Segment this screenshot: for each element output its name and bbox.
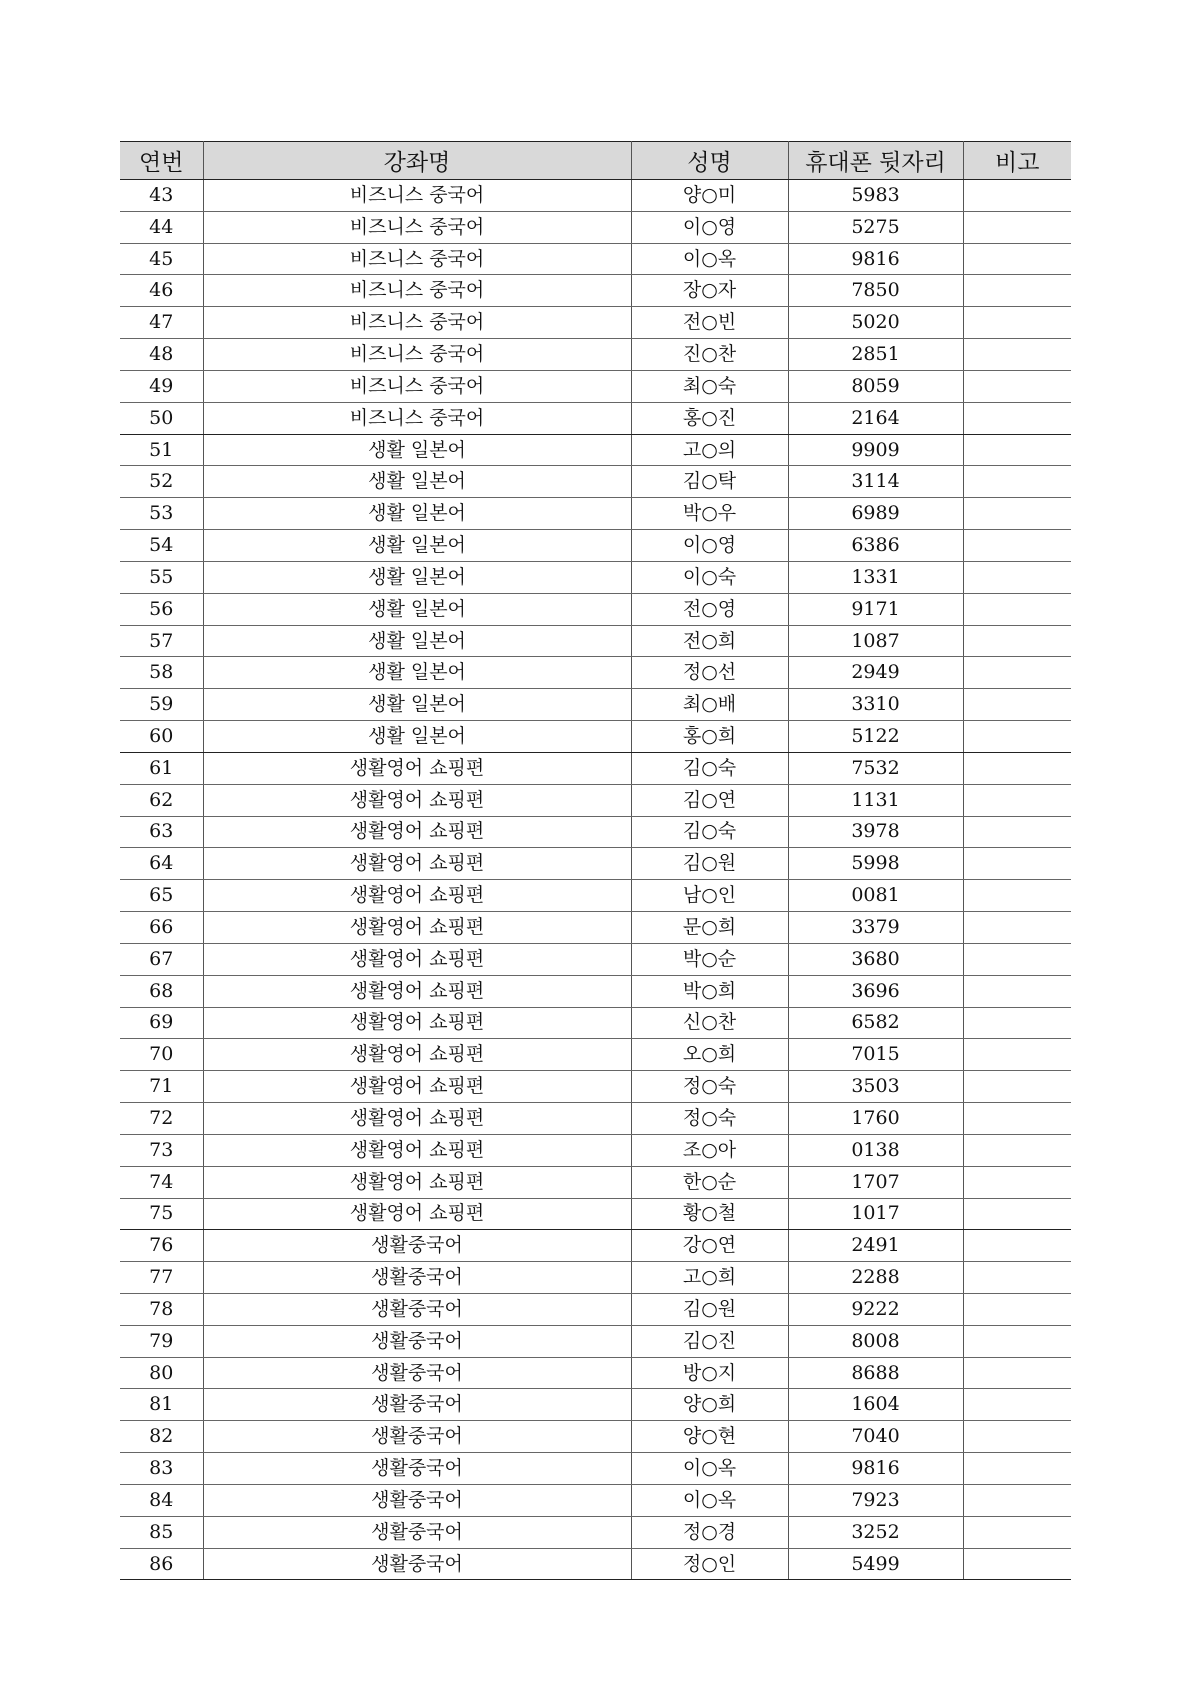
cell-name: 이○영 (631, 530, 788, 562)
cell-no: 64 (120, 848, 203, 880)
table-row (120, 1453, 1071, 1485)
cell-course: 생활 일본어 (203, 498, 631, 530)
cell-note (963, 211, 1071, 243)
cell-no: 59 (120, 689, 203, 721)
cell-course: 생활영어 쇼핑편 (203, 1134, 631, 1166)
cell-course: 생활영어 쇼핑편 (203, 1039, 631, 1071)
cell-course: 생활중국어 (203, 1357, 631, 1389)
cell-course: 생활영어 쇼핑편 (203, 1071, 631, 1103)
table-row (120, 1484, 1071, 1516)
cell-phone: 7040 (788, 1421, 963, 1453)
cell-course: 생활영어 쇼핑편 (203, 816, 631, 848)
table-row (120, 848, 1071, 880)
table-row (120, 1389, 1071, 1421)
cell-name: 이○숙 (631, 561, 788, 593)
cell-note (963, 275, 1071, 307)
cell-note (963, 943, 1071, 975)
cell-no: 72 (120, 1103, 203, 1135)
cell-phone: 2288 (788, 1262, 963, 1294)
cell-course: 생활영어 쇼핑편 (203, 1166, 631, 1198)
cell-name: 이○옥 (631, 1484, 788, 1516)
table-row (120, 1548, 1071, 1580)
cell-name: 한○순 (631, 1166, 788, 1198)
cell-name: 진○찬 (631, 339, 788, 371)
cell-note (963, 434, 1071, 466)
cell-course: 비즈니스 중국어 (203, 370, 631, 402)
cell-note (963, 975, 1071, 1007)
cell-phone: 8008 (788, 1325, 963, 1357)
cell-note (963, 1134, 1071, 1166)
cell-course: 생활 일본어 (203, 434, 631, 466)
cell-phone: 6989 (788, 498, 963, 530)
table-row (120, 466, 1071, 498)
cell-phone: 2491 (788, 1230, 963, 1262)
cell-course: 생활중국어 (203, 1548, 631, 1580)
cell-name: 홍○희 (631, 721, 788, 753)
cell-course: 생활영어 쇼핑편 (203, 784, 631, 816)
cell-note (963, 466, 1071, 498)
table-row (120, 880, 1071, 912)
cell-course: 생활 일본어 (203, 721, 631, 753)
cell-name: 양○현 (631, 1421, 788, 1453)
cell-note (963, 657, 1071, 689)
cell-name: 조○아 (631, 1134, 788, 1166)
cell-phone: 1131 (788, 784, 963, 816)
cell-no: 47 (120, 307, 203, 339)
cell-no: 65 (120, 880, 203, 912)
cell-phone: 9816 (788, 1453, 963, 1485)
cell-phone: 0138 (788, 1134, 963, 1166)
table-row (120, 1039, 1071, 1071)
table-row (120, 1325, 1071, 1357)
cell-note (963, 1007, 1071, 1039)
enrollment-table (120, 141, 1071, 1580)
cell-name: 문○희 (631, 912, 788, 944)
cell-phone: 5499 (788, 1548, 963, 1580)
cell-no: 82 (120, 1421, 203, 1453)
cell-name: 장○자 (631, 275, 788, 307)
cell-phone: 3696 (788, 975, 963, 1007)
cell-name: 남○인 (631, 880, 788, 912)
cell-no: 66 (120, 912, 203, 944)
cell-phone: 3680 (788, 943, 963, 975)
table-row (120, 307, 1071, 339)
cell-name: 김○진 (631, 1325, 788, 1357)
cell-name: 정○선 (631, 657, 788, 689)
cell-no: 68 (120, 975, 203, 1007)
cell-course: 생활 일본어 (203, 466, 631, 498)
cell-note (963, 1262, 1071, 1294)
cell-no: 84 (120, 1484, 203, 1516)
cell-course: 생활 일본어 (203, 657, 631, 689)
cell-course: 비즈니스 중국어 (203, 211, 631, 243)
cell-phone: 2851 (788, 339, 963, 371)
cell-no: 52 (120, 466, 203, 498)
table-row (120, 275, 1071, 307)
table-body (120, 180, 1071, 1580)
cell-no: 78 (120, 1293, 203, 1325)
cell-no: 70 (120, 1039, 203, 1071)
cell-name: 양○희 (631, 1389, 788, 1421)
cell-phone: 5122 (788, 721, 963, 753)
cell-phone: 7923 (788, 1484, 963, 1516)
cell-no: 56 (120, 593, 203, 625)
cell-course: 생활영어 쇼핑편 (203, 912, 631, 944)
cell-no: 67 (120, 943, 203, 975)
table-row (120, 370, 1071, 402)
cell-no: 69 (120, 1007, 203, 1039)
cell-note (963, 370, 1071, 402)
cell-no: 57 (120, 625, 203, 657)
cell-phone: 5020 (788, 307, 963, 339)
header-row (120, 142, 1071, 180)
table-row (120, 498, 1071, 530)
table-row (120, 211, 1071, 243)
cell-name: 오○희 (631, 1039, 788, 1071)
cell-note (963, 689, 1071, 721)
cell-course: 생활영어 쇼핑편 (203, 1007, 631, 1039)
cell-phone: 5275 (788, 211, 963, 243)
cell-course: 생활중국어 (203, 1230, 631, 1262)
cell-phone: 6582 (788, 1007, 963, 1039)
cell-name: 양○미 (631, 180, 788, 212)
cell-no: 79 (120, 1325, 203, 1357)
cell-name: 최○숙 (631, 370, 788, 402)
cell-no: 49 (120, 370, 203, 402)
cell-name: 김○탁 (631, 466, 788, 498)
cell-course: 생활중국어 (203, 1293, 631, 1325)
cell-phone: 8059 (788, 370, 963, 402)
cell-no: 74 (120, 1166, 203, 1198)
table-row (120, 1516, 1071, 1548)
cell-phone: 2949 (788, 657, 963, 689)
cell-no: 53 (120, 498, 203, 530)
cell-phone: 6386 (788, 530, 963, 562)
table-row (120, 1357, 1071, 1389)
cell-course: 생활 일본어 (203, 530, 631, 562)
cell-note (963, 1325, 1071, 1357)
cell-phone: 9909 (788, 434, 963, 466)
cell-note (963, 848, 1071, 880)
cell-course: 생활영어 쇼핑편 (203, 975, 631, 1007)
table-row (120, 530, 1071, 562)
cell-note (963, 880, 1071, 912)
cell-note (963, 1516, 1071, 1548)
cell-note (963, 530, 1071, 562)
table-row (120, 1071, 1071, 1103)
cell-note (963, 1453, 1071, 1485)
cell-no: 85 (120, 1516, 203, 1548)
cell-note (963, 625, 1071, 657)
cell-note (963, 1230, 1071, 1262)
cell-note (963, 307, 1071, 339)
cell-name: 고○희 (631, 1262, 788, 1294)
cell-phone: 7015 (788, 1039, 963, 1071)
cell-name: 황○철 (631, 1198, 788, 1230)
cell-phone: 1707 (788, 1166, 963, 1198)
cell-no: 60 (120, 721, 203, 753)
cell-note (963, 1484, 1071, 1516)
table-row (120, 561, 1071, 593)
cell-no: 62 (120, 784, 203, 816)
cell-note (963, 498, 1071, 530)
cell-phone: 3114 (788, 466, 963, 498)
cell-course: 생활중국어 (203, 1262, 631, 1294)
cell-phone: 8688 (788, 1357, 963, 1389)
cell-name: 최○배 (631, 689, 788, 721)
cell-course: 생활중국어 (203, 1453, 631, 1485)
table-row (120, 1198, 1071, 1230)
cell-no: 80 (120, 1357, 203, 1389)
table-row (120, 1166, 1071, 1198)
cell-course: 생활중국어 (203, 1516, 631, 1548)
cell-note (963, 593, 1071, 625)
table-row (120, 1103, 1071, 1135)
cell-name: 전○빈 (631, 307, 788, 339)
cell-phone: 3310 (788, 689, 963, 721)
cell-name: 전○영 (631, 593, 788, 625)
cell-note (963, 1071, 1071, 1103)
cell-no: 45 (120, 243, 203, 275)
cell-course: 비즈니스 중국어 (203, 402, 631, 434)
cell-phone: 7532 (788, 752, 963, 784)
table-row (120, 180, 1071, 212)
header-name: 성명 (631, 142, 788, 180)
cell-note (963, 912, 1071, 944)
table-row (120, 975, 1071, 1007)
cell-no: 46 (120, 275, 203, 307)
cell-name: 이○영 (631, 211, 788, 243)
cell-note (963, 1198, 1071, 1230)
cell-phone: 9222 (788, 1293, 963, 1325)
cell-phone: 1331 (788, 561, 963, 593)
table-row (120, 816, 1071, 848)
cell-course: 비즈니스 중국어 (203, 243, 631, 275)
cell-note (963, 752, 1071, 784)
cell-no: 81 (120, 1389, 203, 1421)
cell-no: 43 (120, 180, 203, 212)
cell-note (963, 1389, 1071, 1421)
cell-note (963, 561, 1071, 593)
cell-name: 신○찬 (631, 1007, 788, 1039)
cell-note (963, 721, 1071, 753)
cell-no: 63 (120, 816, 203, 848)
cell-no: 83 (120, 1453, 203, 1485)
header-phone: 휴대폰 뒷자리 (788, 142, 963, 180)
table-row (120, 689, 1071, 721)
cell-no: 55 (120, 561, 203, 593)
table-row (120, 784, 1071, 816)
table-row (120, 943, 1071, 975)
cell-course: 생활중국어 (203, 1325, 631, 1357)
cell-no: 75 (120, 1198, 203, 1230)
cell-name: 김○연 (631, 784, 788, 816)
cell-name: 정○인 (631, 1548, 788, 1580)
cell-course: 비즈니스 중국어 (203, 339, 631, 371)
cell-course: 비즈니스 중국어 (203, 180, 631, 212)
cell-course: 비즈니스 중국어 (203, 307, 631, 339)
cell-course: 생활영어 쇼핑편 (203, 880, 631, 912)
cell-note (963, 339, 1071, 371)
header-note: 비고 (963, 142, 1071, 180)
cell-note (963, 1548, 1071, 1580)
cell-phone: 1604 (788, 1389, 963, 1421)
table-row (120, 657, 1071, 689)
cell-name: 이○옥 (631, 243, 788, 275)
cell-course: 생활 일본어 (203, 689, 631, 721)
cell-no: 77 (120, 1262, 203, 1294)
cell-note (963, 1103, 1071, 1135)
table-row (120, 1421, 1071, 1453)
cell-course: 생활영어 쇼핑편 (203, 848, 631, 880)
cell-name: 전○희 (631, 625, 788, 657)
cell-name: 방○지 (631, 1357, 788, 1389)
cell-name: 강○연 (631, 1230, 788, 1262)
cell-course: 생활영어 쇼핑편 (203, 1103, 631, 1135)
cell-course: 생활 일본어 (203, 561, 631, 593)
cell-course: 생활중국어 (203, 1484, 631, 1516)
cell-name: 김○원 (631, 848, 788, 880)
cell-phone: 3379 (788, 912, 963, 944)
cell-name: 정○경 (631, 1516, 788, 1548)
cell-phone: 7850 (788, 275, 963, 307)
cell-no: 73 (120, 1134, 203, 1166)
table-row (120, 402, 1071, 434)
cell-note (963, 1166, 1071, 1198)
header-course: 강좌명 (203, 142, 631, 180)
cell-no: 44 (120, 211, 203, 243)
cell-phone: 9171 (788, 593, 963, 625)
table-row (120, 625, 1071, 657)
cell-note (963, 1421, 1071, 1453)
cell-name: 홍○진 (631, 402, 788, 434)
table-row (120, 1134, 1071, 1166)
table-row (120, 1293, 1071, 1325)
cell-name: 정○숙 (631, 1071, 788, 1103)
table-row (120, 593, 1071, 625)
cell-note (963, 243, 1071, 275)
cell-course: 생활중국어 (203, 1421, 631, 1453)
cell-name: 박○희 (631, 975, 788, 1007)
cell-course: 비즈니스 중국어 (203, 275, 631, 307)
cell-phone: 0081 (788, 880, 963, 912)
cell-phone: 3503 (788, 1071, 963, 1103)
cell-note (963, 816, 1071, 848)
cell-name: 박○순 (631, 943, 788, 975)
cell-phone: 2164 (788, 402, 963, 434)
table-row (120, 1262, 1071, 1294)
cell-name: 고○의 (631, 434, 788, 466)
cell-course: 생활영어 쇼핑편 (203, 943, 631, 975)
cell-note (963, 402, 1071, 434)
cell-course: 생활 일본어 (203, 593, 631, 625)
header-no: 연번 (120, 142, 203, 180)
table-row (120, 243, 1071, 275)
cell-course: 생활영어 쇼핑편 (203, 752, 631, 784)
cell-no: 61 (120, 752, 203, 784)
table-row (120, 1007, 1071, 1039)
cell-no: 71 (120, 1071, 203, 1103)
cell-note (963, 1357, 1071, 1389)
cell-name: 박○우 (631, 498, 788, 530)
cell-note (963, 1039, 1071, 1071)
cell-course: 생활영어 쇼핑편 (203, 1198, 631, 1230)
table-row (120, 1230, 1071, 1262)
cell-phone: 9816 (788, 243, 963, 275)
cell-name: 김○숙 (631, 816, 788, 848)
cell-no: 58 (120, 657, 203, 689)
cell-no: 86 (120, 1548, 203, 1580)
cell-no: 48 (120, 339, 203, 371)
cell-name: 정○숙 (631, 1103, 788, 1135)
cell-name: 김○숙 (631, 752, 788, 784)
cell-phone: 1087 (788, 625, 963, 657)
table-row (120, 434, 1071, 466)
table-row (120, 339, 1071, 371)
cell-name: 김○원 (631, 1293, 788, 1325)
cell-note (963, 1293, 1071, 1325)
table-row (120, 912, 1071, 944)
table-row (120, 752, 1071, 784)
cell-no: 51 (120, 434, 203, 466)
table-row (120, 721, 1071, 753)
cell-course: 생활 일본어 (203, 625, 631, 657)
cell-phone: 1760 (788, 1103, 963, 1135)
cell-phone: 1017 (788, 1198, 963, 1230)
cell-no: 50 (120, 402, 203, 434)
cell-note (963, 784, 1071, 816)
cell-course: 생활중국어 (203, 1389, 631, 1421)
cell-name: 이○옥 (631, 1453, 788, 1485)
cell-no: 54 (120, 530, 203, 562)
cell-note (963, 180, 1071, 212)
cell-phone: 3252 (788, 1516, 963, 1548)
cell-phone: 5998 (788, 848, 963, 880)
cell-no: 76 (120, 1230, 203, 1262)
cell-phone: 3978 (788, 816, 963, 848)
cell-phone: 5983 (788, 180, 963, 212)
